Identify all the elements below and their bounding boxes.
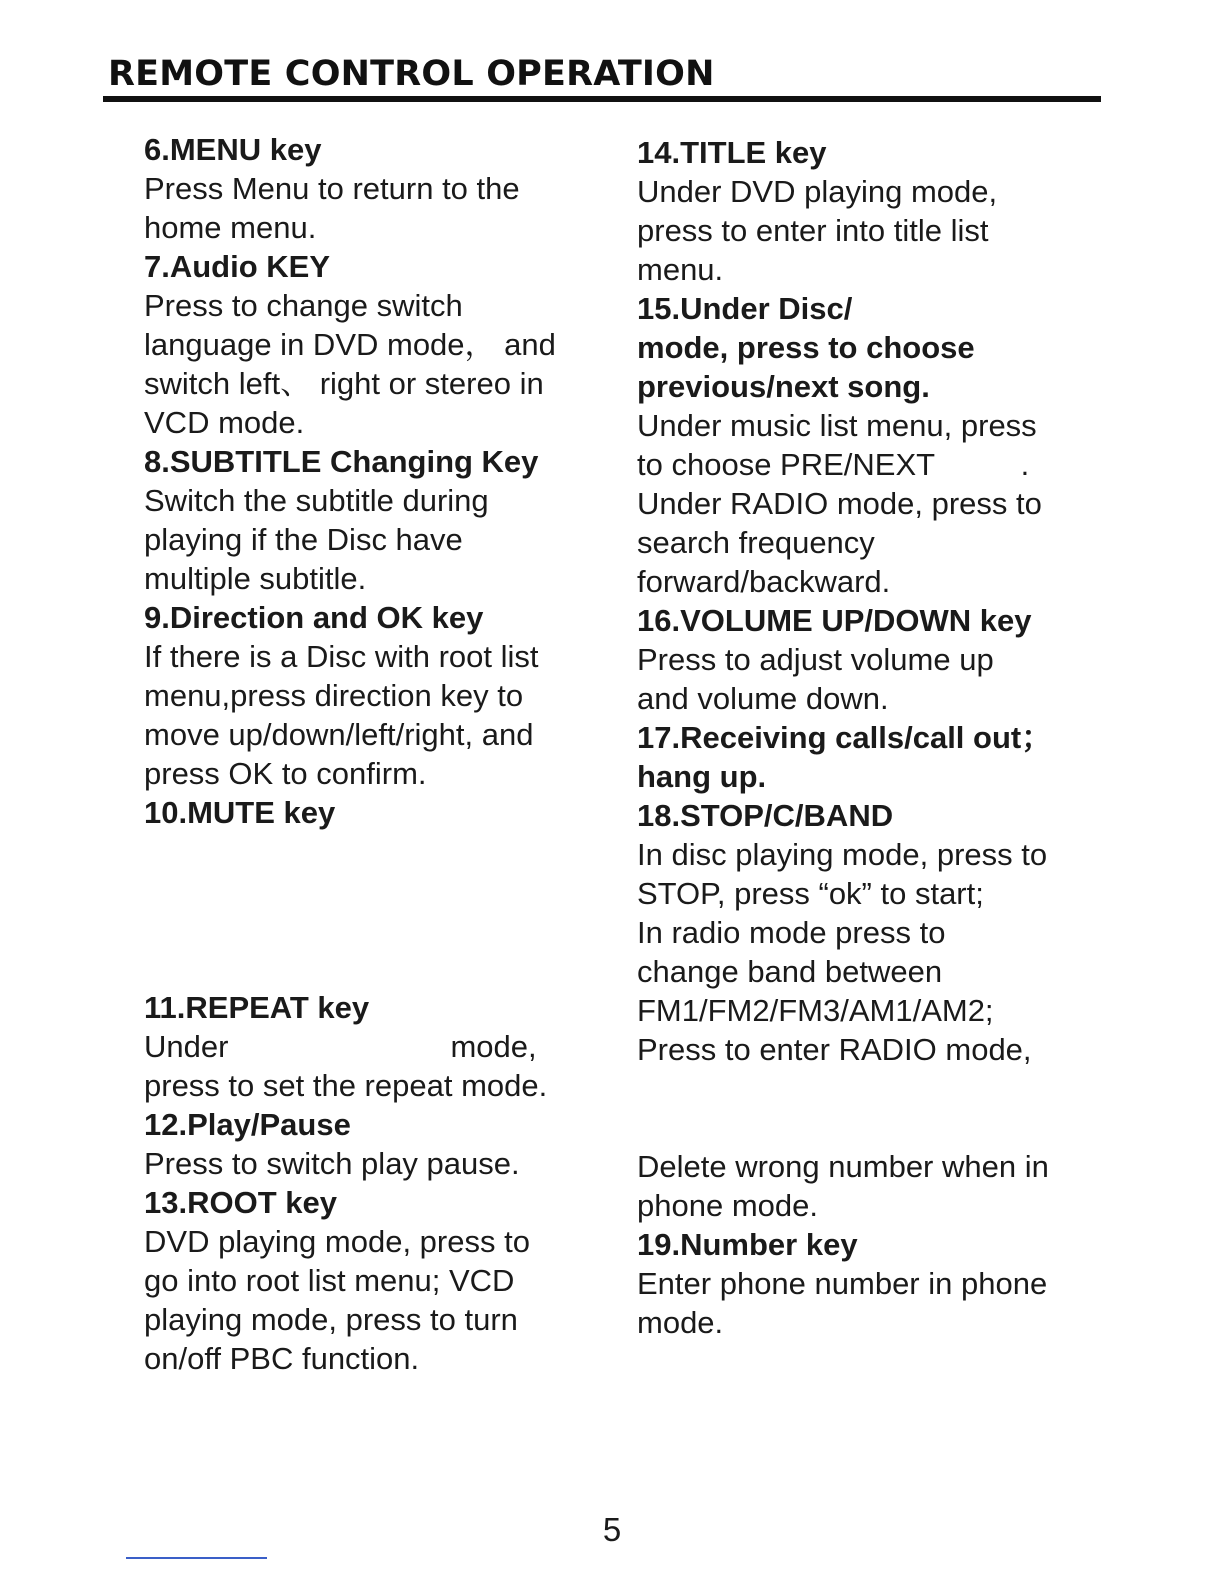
repeat-key-heading: 11.REPEAT key [144,990,370,1025]
menu-key-heading: 6.MENU key [144,132,322,167]
stop-key-text: Delete wrong number when in [637,1149,1049,1184]
audio-key-text: Press to change switch [144,288,463,323]
disc-key-text: forward/backward. [637,564,891,599]
direction-key-text: menu,press direction key to [144,678,524,713]
play-pause-text: Press to switch play pause. [144,1146,520,1181]
play-pause-heading: 12.Play/Pause [144,1107,351,1142]
audio-key-text: language in DVD mode， and [144,327,556,362]
stop-key-text: In disc playing mode, press to [637,837,1048,872]
blank-space [144,871,556,910]
disc-key-text: Under RADIO mode, press to [637,486,1042,521]
direction-key-text: If there is a Disc with root list [144,639,539,674]
stop-key-text: Press to enter RADIO mode, [637,1032,1032,1067]
root-key-text: go into root list menu; VCD [144,1263,515,1298]
repeat-key-text-end: mode, [450,1029,537,1064]
stop-key-text: phone mode. [637,1188,818,1223]
repeat-key-text [144,1027,556,1066]
title-key-text: press to enter into title list [637,213,989,248]
root-key-heading: 13.ROOT key [144,1185,337,1220]
volume-key-text: Press to adjust volume up [637,642,994,677]
disc-key-heading: mode, press to choose [637,330,975,365]
stop-key-text: In radio mode press to [637,915,946,950]
root-key-text: on/off PBC function. [144,1341,420,1376]
title-rule [103,96,1101,102]
disc-key-text: to choose PRE/NEXT . [637,447,1030,482]
repeat-key-text-start: Under [144,1029,229,1064]
blank-space [144,832,556,871]
volume-key-text: and volume down. [637,681,889,716]
volume-key-heading: 16.VOLUME UP/DOWN key [637,603,1032,638]
disc-key-text: search frequency [637,525,875,560]
stop-key-text: FM1/FM2/FM3/AM1/AM2; [637,993,994,1028]
subtitle-key-text: multiple subtitle. [144,561,367,596]
subtitle-key-heading: 8.SUBTITLE Changing Key [144,444,539,479]
calls-key-heading: 17.Receiving calls/call out； [637,720,1053,755]
stop-key-text: STOP, press “ok” to start; [637,876,984,911]
audio-key-heading: 7.Audio KEY [144,249,331,284]
audio-key-text: switch left、 right or stereo in [144,366,544,401]
right-column [637,133,1052,1342]
mute-key-heading: 10.MUTE key [144,795,336,830]
audio-key-text: VCD mode. [144,405,305,440]
stop-key-heading: 18.STOP/C/BAND [637,798,894,833]
subtitle-key-text: playing if the Disc have [144,522,463,557]
footer-divider [126,1557,267,1559]
disc-key-heading: previous/next song. [637,369,930,404]
direction-key-heading: 9.Direction and OK key [144,600,484,635]
title-key-text: menu. [637,252,724,287]
left-column [144,130,556,1378]
number-key-text: Enter phone number in phone [637,1266,1048,1301]
disc-key-text: Under music list menu, press [637,408,1037,443]
stop-key-text: change band between [637,954,943,989]
subtitle-key-text: Switch the subtitle during [144,483,489,518]
blank-space [144,910,556,949]
root-key-text: DVD playing mode, press to [144,1224,530,1259]
number-key-text: mode. [637,1305,724,1340]
menu-key-text: Press Menu to return to the [144,171,520,206]
title-key-heading: 14.TITLE key [637,135,827,170]
calls-key-heading: hang up. [637,759,767,794]
title-key-text: Under DVD playing mode, [637,174,998,209]
page-number: 5 [602,1511,622,1548]
page-title: REMOTE CONTROL OPERATION [108,54,715,94]
root-key-text: playing mode, press to turn [144,1302,518,1337]
blank-space [144,949,556,988]
direction-key-text: press OK to confirm. [144,756,427,791]
repeat-key-text: press to set the repeat mode. [144,1068,548,1103]
disc-key-heading: 15.Under Disc/ [637,291,853,326]
direction-key-text: move up/down/left/right, and [144,717,534,752]
menu-key-text: home menu. [144,210,317,245]
blank-space [637,1069,1052,1147]
number-key-heading: 19.Number key [637,1227,858,1262]
